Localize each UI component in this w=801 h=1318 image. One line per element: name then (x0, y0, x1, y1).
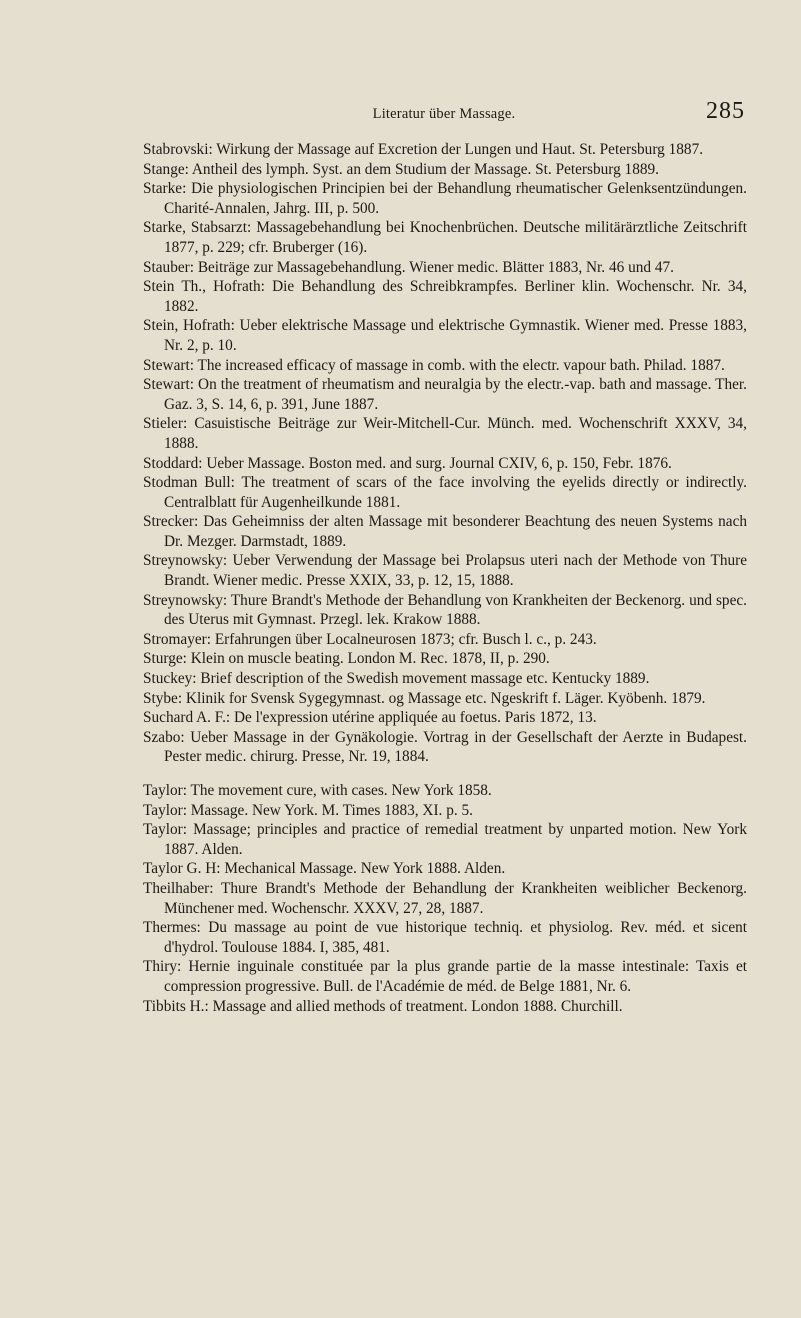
entry-text: Ueber Massage in der Gynäkologie. Vortrag in der Gesellschaft der Aerzte in Budapest. Pester medic. chirurg. Presse, Nr. 19, 1884. (164, 728, 748, 766)
group-separator (143, 767, 747, 781)
entry-author: Stoddard (143, 454, 199, 472)
bibliography-entry: Stein, Hofrath: Ueber elektrische Massage und elektrische Gymnastik. Wiener med. Presse 1883, Nr. 2, p. 10. (143, 317, 747, 354)
entry-author: Stewart (143, 356, 190, 374)
running-title: Literatur über Massage. (372, 106, 516, 122)
entry-author: Stange (143, 160, 185, 178)
entry-author: Taylor (143, 821, 183, 839)
entry-author: Stromayer (143, 630, 207, 648)
entry-author: Stewart (143, 376, 190, 394)
bibliography-entry: Theilhaber: Thure Brandt's Methode der Behandlung der Krankheiten weiblicher Beckenorg. Münchener med. Wochenschr. XXXV, 27, 28, 1887. (143, 879, 747, 917)
entry-text: Thure Brandt's Methode der Behandlung der Krankheiten weiblicher Beckenorg. Münchener med. Wochenschr. XXXV, 27, 28, 1887. (164, 879, 747, 917)
entry-text: Erfahrungen über Localneurosen 1873; cfr. Busch l. c., p. 243. (214, 630, 597, 648)
bibliography-entry: Sturge: Klein on muscle beating. London M. Rec. 1878, II, p. 290. (143, 650, 550, 668)
entry-text: De l'expression utérine appliquée au foetus. Paris 1872, 13. (234, 709, 597, 727)
bibliography-group-t (143, 781, 747, 1016)
entry-author: Stein Th., Hofrath (143, 278, 261, 296)
bibliography-entry: Starke: Die physiologischen Principien bei der Behandlung rheumatischer Gelenksentzündungen. Charité-Annalen, Jahrg. III, p. 500. (143, 180, 747, 217)
entry-author: Stauber (143, 258, 190, 276)
entry-author: Tibbits H. (143, 997, 205, 1015)
entry-text: Ueber elektrische Massage und elektrische Gymnastik. Wiener med. Presse 1883, Nr. 2, p. 10. (164, 317, 747, 354)
entry-text: Ueber Massage. Boston med. and surg. Journal CXIV, 6, p. 150, Febr. 1876. (206, 454, 672, 472)
entry-text: Klein on muscle beating. London M. Rec. 1878, II, p. 290. (190, 650, 550, 668)
bibliography-entry: Stoddard: Ueber Massage. Boston med. and surg. Journal CXIV, 6, p. 150, Febr. 1876. (143, 454, 672, 472)
bibliography-entry: Thiry: Hernie inguinale constituée par la plus grande partie de la masse intestinale: Taxis et compression progressive. Bull. de l'Académie de méd. de Belge 1881, Nr. 6. (143, 958, 747, 995)
entry-text: Du massage au point de vue historique techniq. et physiolog. Rev. méd. et sicent d'hydrol. Toulouse 1884. I, 385, 481. (164, 919, 748, 956)
bibliography-entry: Suchard A. F.: De l'expression utérine appliquée au foetus. Paris 1872, 13. (143, 709, 597, 727)
entry-text: Die physiologischen Principien bei der Behandlung rheumatischer Gelenksentzündungen. Charité-Annalen, Jahrg. III, p. 500. (164, 180, 747, 217)
entry-author: Stodman Bull (143, 474, 231, 492)
entry-author: Szabo (143, 728, 181, 746)
entry-author: Stein, Hofrath (143, 317, 231, 335)
entry-text: Casuistische Beiträge zur Weir-Mitchell-Cur. Münch. med. Wochenschrift XXXV, 34, 1888. (164, 415, 747, 452)
entry-author: Stabrovski (143, 141, 209, 158)
entry-author: Stybe (143, 689, 178, 707)
bibliography-group-s (143, 140, 747, 767)
bibliography-entry: Starke, Stabsarzt: Massagebehandlung bei Knochenbrüchen. Deutsche militärärztliche Zeitschrift 1877, p. 229; cfr. Bruberger (16). (143, 219, 747, 256)
entry-author: Thermes (143, 919, 197, 937)
entry-author: Stieler (143, 415, 183, 433)
bibliography-entry: Stange: Antheil des lymph. Syst. an dem Studium der Massage. St. Petersburg 1889. (143, 160, 659, 178)
bibliography-entry: Stewart: On the treatment of rheumatism and neuralgia by the electr.-vap. bath and massage. Ther. Gaz. 3, S. 14, 6, p. 391, June 1887. (143, 376, 747, 413)
entry-text: Thure Brandt's Methode der Behandlung von Krankheiten der Beckenorg. und spec. des Uterus mit Gymnast. Przegl. lek. Krakow 1888. (164, 591, 747, 629)
bibliography-entry: Stybe: Klinik for Svensk Sygegymnast. og Massage etc. Ngeskrift f. Läger. Kyöbenh. 1879. (143, 689, 706, 707)
bibliography-entry: Taylor: Massage. New York. M. Times 1883, XI. p. 5. (143, 801, 473, 819)
bibliography-entry: Szabo: Ueber Massage in der Gynäkologie. Vortrag in der Gesellschaft der Aerzte in Budapest. Pester medic. chirurg. Presse, Nr. 19, 1884. (143, 728, 748, 766)
entry-text: Massage; principles and practice of remedial treatment by unparted motion. New York 1887. Alden. (164, 821, 747, 858)
entry-author: Streynowsky (143, 591, 223, 609)
bibliography-entry: Taylor G. H: Mechanical Massage. New York 1888. Alden. (143, 860, 506, 878)
entry-text: Klinik for Svensk Sygegymnast. og Massage etc. Ngeskrift f. Läger. Kyöbenh. 1879. (185, 689, 706, 707)
bibliography-entry: Taylor: The movement cure, with cases. New York 1858. (143, 782, 492, 799)
entry-text: Wirkung der Massage auf Excretion der Lungen und Haut. St. Petersburg 1887. (216, 141, 704, 158)
bibliography-entry: Stodman Bull: The treatment of scars of the face involving the eyelids directly or indirectly. Centralblatt für Augenheilkunde 1881. (143, 474, 747, 511)
entry-text: The treatment of scars of the face involving the eyelids directly or indirectly. Centralblatt für Augenheilkunde 1881. (164, 474, 747, 511)
entry-text: Antheil des lymph. Syst. an dem Studium der Massage. St. Petersburg 1889. (191, 160, 659, 178)
entry-text: Hernie inguinale constituée par la plus grande partie de la masse intestinale: Taxis et compression progressive. Bull. de l'Académie de méd. de Belge 1881, Nr. 6. (164, 958, 747, 995)
bibliography-entry: Stromayer: Erfahrungen über Localneurosen 1873; cfr. Busch l. c., p. 243. (143, 630, 597, 648)
entry-author: Theilhaber (143, 879, 210, 897)
entry-author: Sturge (143, 650, 183, 668)
entry-author: Strecker (143, 513, 194, 531)
entry-author: Suchard A. F. (143, 709, 226, 727)
entry-text: Ueber Verwendung der Massage bei Prolapsus uteri nach der Methode von Thure Brandt. Wiener medic. Presse XXIX, 33, p. 12, 15, 1888. (164, 552, 748, 590)
entry-text: The movement cure, with cases. New York 1858. (190, 782, 492, 799)
entry-author: Thiry (143, 958, 177, 976)
entry-author: Taylor (143, 782, 183, 799)
bibliography-entry: Stauber: Beiträge zur Massagebehandlung. Wiener medic. Blätter 1883, Nr. 46 und 47. (143, 258, 674, 276)
entry-author: Taylor G. H (143, 860, 217, 878)
entry-text: Brief description of the Swedish movement massage etc. Kentucky 1889. (200, 670, 650, 688)
page-number: 285 (706, 98, 745, 124)
entry-text: Beiträge zur Massagebehandlung. Wiener medic. Blätter 1883, Nr. 46 und 47. (197, 258, 674, 276)
bibliography-entry: Stieler: Casuistische Beiträge zur Weir-Mitchell-Cur. Münch. med. Wochenschrift XXXV, 34, 1888. (143, 415, 747, 452)
entry-text: Mechanical Massage. New York 1888. Alden. (224, 860, 506, 878)
entry-text: Die Behandlung des Schreibkrampfes. Berliner klin. Wochenschr. Nr. 34, 1882. (164, 278, 748, 315)
bibliography-entry: Thermes: Du massage au point de vue historique techniq. et physiolog. Rev. méd. et sicent d'hydrol. Toulouse 1884. I, 385, 481. (143, 919, 748, 956)
entry-text: On the treatment of rheumatism and neuralgia by the electr.-vap. bath and massage. Ther. Gaz. 3, S. 14, 6, p. 391, June 1887. (164, 376, 747, 413)
entry-text: The increased efficacy of massage in comb. with the electr. vapour bath. Philad. 1887. (197, 356, 725, 374)
bibliography-entry: Taylor: Massage; principles and practice of remedial treatment by unparted motion. New York 1887. Alden. (143, 821, 747, 858)
entry-author: Starke, Stabsarzt (143, 219, 247, 237)
entry-text: Massage and allied methods of treatment. London 1888. Churchill. (212, 997, 623, 1015)
entry-author: Stuckey (143, 670, 193, 688)
bibliography-entry: Strecker: Das Geheimniss der alten Massage mit besonderer Beachtung des neuen Systems nach Dr. Mezger. Darmstadt, 1889. (143, 513, 748, 550)
bibliography-entry: Tibbits H.: Massage and allied methods of treatment. London 1888. Churchill. (143, 997, 623, 1015)
bibliography-entry: Stuckey: Brief description of the Swedish movement massage etc. Kentucky 1889. (143, 670, 650, 688)
entry-text: Massage. New York. M. Times 1883, XI. p. 5. (190, 801, 473, 819)
bibliography-entry: Streynowsky: Thure Brandt's Methode der Behandlung von Krankheiten der Beckenorg. und spec. des Uterus mit Gymnast. Przegl. lek. Krakow 1888. (143, 591, 747, 629)
entry-text: Das Geheimniss der alten Massage mit besonderer Beachtung des neuen Systems nach Dr. Mezger. Darmstadt, 1889. (164, 513, 748, 550)
bibliography-list (143, 140, 747, 1016)
bibliography-entry: Stewart: The increased efficacy of massage in comb. with the electr. vapour bath. Philad. 1887. (143, 356, 725, 374)
entry-text: Massagebehandlung bei Knochenbrüchen. Deutsche militärärztliche Zeitschrift 1877, p. 229; cfr. Bruberger (16). (164, 219, 747, 256)
entry-author: Streynowsky (143, 552, 223, 570)
bibliography-entry: Stein Th., Hofrath: Die Behandlung des Schreibkrampfes. Berliner klin. Wochenschr. Nr. 34, 1882. (143, 278, 748, 315)
bibliography-entry: Stabrovski: Wirkung der Massage auf Excretion der Lungen und Haut. St. Petersburg 1887. (143, 141, 704, 158)
entry-author: Taylor (143, 801, 183, 819)
entry-author: Starke (143, 180, 183, 198)
bibliography-entry: Streynowsky: Ueber Verwendung der Massage bei Prolapsus uteri nach der Methode von Thure Brandt. Wiener medic. Presse XXIX, 33, p. 12, 15, 1888. (143, 552, 748, 590)
running-head (143, 96, 745, 126)
